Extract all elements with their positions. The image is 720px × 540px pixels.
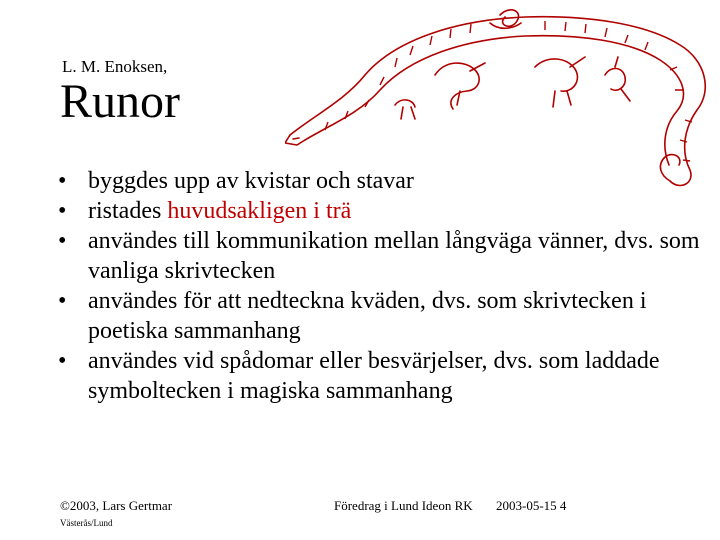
bullet-text: ristades xyxy=(88,198,168,224)
bullet-list xyxy=(58,166,708,406)
bullet-text: användes till kommunikation mellan långväga vänner, dvs. som vanliga skrivtecken xyxy=(88,228,700,284)
bullet-item xyxy=(58,286,708,346)
bullet-item xyxy=(58,346,708,406)
bullet-dot: • xyxy=(58,168,67,194)
bullet-item xyxy=(58,226,708,286)
bullet-dot: • xyxy=(58,228,67,254)
bullet-dot: • xyxy=(58,348,67,374)
beast-figure xyxy=(435,63,485,109)
bullet-dot: • xyxy=(58,198,67,224)
slide-title: Runor xyxy=(60,75,180,128)
rider-figure xyxy=(605,57,630,101)
bullet-item xyxy=(58,166,708,196)
small-figure xyxy=(395,100,415,119)
beast-figure-2 xyxy=(535,57,585,107)
rune-marks-lower xyxy=(325,100,692,161)
footer-event: Föredrag i Lund Ideon RK xyxy=(334,498,473,513)
bullet-text: byggdes upp av kvistar och stavar xyxy=(88,168,414,194)
footer-location: Västerås/Lund xyxy=(60,518,113,528)
bullet-item xyxy=(58,196,708,226)
footer-copyright: ©2003, Lars Gertmar xyxy=(60,498,173,513)
footer-date-page: 2003-05-15 4 xyxy=(496,498,567,513)
bullet-text: användes vid spådomar eller besvärjelser, dvs. som laddade symboltecken i magiska sammanhang xyxy=(88,348,660,404)
bullet-dot: • xyxy=(58,288,67,314)
serpent-outer xyxy=(290,17,705,186)
serpent-head xyxy=(285,135,305,145)
bullet-text: användes för att nedteckna kväden, dvs. som skrivtecken i poetiska sammanhang xyxy=(88,288,647,344)
rune-marks xyxy=(380,21,683,90)
serpent-inner xyxy=(305,36,683,165)
author-line: L. M. Enoksen, xyxy=(62,57,168,76)
bullet-text-highlight: huvudsakligen i trä xyxy=(167,198,352,224)
